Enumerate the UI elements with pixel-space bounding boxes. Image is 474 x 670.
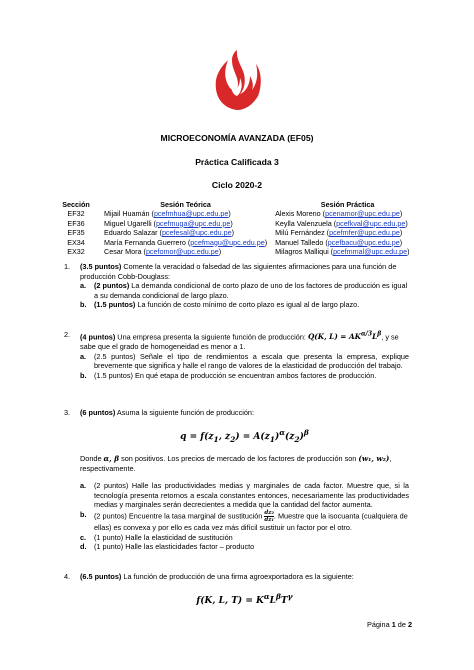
close-paren: ) (228, 209, 231, 219)
question-item (80, 300, 409, 310)
item-letter: c. (80, 532, 87, 542)
formula-part: f(K, L, T) = K (196, 595, 264, 606)
close-paren: ) (405, 218, 408, 228)
formula-part: , z (218, 431, 231, 442)
email-link[interactable]: pcefmmal@upc.edu.pe (333, 247, 408, 257)
instructor-name: Manuel Talledo ( (275, 237, 328, 247)
practice-instructor (264, 237, 420, 247)
close-paren: ) (399, 237, 403, 247)
formula-part: T (280, 595, 288, 606)
instructor-name: Alexis Moreno ( (275, 209, 326, 219)
question-2 (64, 330, 409, 380)
current-page: 1 (391, 620, 396, 629)
question-text: Una empresa presenta la siguiente función de producción: (115, 332, 308, 342)
question-item (80, 371, 409, 381)
math-symbols: (w₁, w₂) (358, 453, 390, 463)
formula-subscript: 1 (213, 434, 219, 444)
email-link[interactable]: pcefkval@upc.edu.pe (336, 218, 406, 228)
item-text: (1 punto) Halle la elasticidad de sustitución (94, 532, 233, 542)
instructor-name: Eduardo Salazar ( (104, 228, 162, 238)
formula-exponent: γ (287, 591, 293, 601)
schedule-row (60, 209, 420, 218)
question-item (80, 510, 409, 533)
question-1 (64, 262, 409, 310)
fraction-numerator: dz₂ (264, 509, 274, 516)
item-letter: b. (80, 370, 87, 380)
assessment-title: Práctica Calificada 3 (195, 157, 279, 167)
instructor-name: Keylla Valenzuela ( (275, 218, 337, 228)
paragraph-text: , respectivamente. (80, 453, 392, 473)
question-text: Comente la veracidad o falsedad de las siguientes afirmaciones para una función de producción Cobb-Douglass: (80, 262, 397, 281)
formula-exponent: α/3 (360, 331, 373, 338)
email-link[interactable]: pcenamor@upc.edu.pe (325, 209, 400, 219)
practice-instructor (267, 228, 420, 237)
schedule-header-row (60, 200, 420, 209)
close-paren: ) (399, 228, 403, 238)
formula-exponent: β (275, 591, 281, 601)
page-label: de (395, 620, 408, 629)
course-title: MICROECONOMÍA AVANZADA (EF05) (160, 133, 314, 143)
theory-instructor (92, 219, 267, 228)
formula-part: L (269, 595, 276, 606)
item-letter: d. (80, 542, 87, 552)
schedule-row (60, 247, 420, 256)
item-letter: b. (80, 509, 87, 519)
theory-instructor (92, 228, 267, 237)
question-stem (80, 572, 409, 582)
question-3 (64, 408, 409, 552)
production-formula (80, 592, 409, 607)
question-number: 2. (64, 330, 71, 339)
cycle-title: Ciclo 2020-2 (211, 180, 263, 190)
question-points: (4 puntos) (80, 332, 116, 342)
instructor-name: Miguel Ugarelli ( (104, 218, 156, 228)
formula-part: Q(K, L) = AK (307, 332, 361, 342)
question-text: Asuma la siguiente función de producción: (115, 408, 254, 417)
formula-subscript: 1 (269, 434, 275, 444)
schedule-table (60, 200, 420, 256)
question-item (80, 352, 409, 371)
item-text: (1.5 puntos) En qué etapa de producción se encuentran ambos factores de producción. (94, 370, 377, 380)
email-link[interactable]: pcefomor@upc.edu.pe (145, 247, 219, 257)
question-item (80, 542, 409, 552)
question-points: (6 puntos) (80, 408, 116, 417)
question-text: La función de producción de una firma agroexportadora es la siguiente: (121, 572, 354, 581)
close-paren: ) (399, 209, 403, 219)
page-number (367, 620, 412, 629)
item-text: La demanda condicional de corto plazo de uno de los factores de producción es igual a su demanda condicional de largo plazo. (94, 281, 408, 300)
formula-subscript: 2 (230, 434, 236, 444)
question-stem (80, 262, 409, 281)
instructor-name: María Fernanda Guerrero ( (104, 237, 191, 247)
question-number: 4. (64, 572, 71, 581)
email-link[interactable]: pcefbacu@upc.edu.pe (327, 237, 400, 247)
instructor-name: Cesar Mora ( (104, 247, 146, 257)
formula-part: (z (285, 431, 295, 442)
question-item (80, 281, 409, 300)
email-link[interactable]: pcefmhua@upc.edu.pe (153, 209, 229, 219)
question-points: (6.5 puntos) (80, 572, 122, 581)
question-item (80, 481, 409, 510)
section-code: EX34 (67, 237, 85, 247)
paragraph-text: son positivos. Los precios de mercado de los factores de producción son (119, 453, 359, 463)
practice-instructor (267, 247, 420, 256)
mrs-fraction (264, 510, 274, 523)
formula-subscript: 2 (294, 434, 300, 444)
item-text: La función de costo mínimo de corto plazo es igual al de largo plazo. (135, 300, 360, 310)
formula-part: L (372, 332, 378, 342)
close-paren: ) (231, 228, 234, 238)
question-item (80, 533, 409, 543)
section-code: EX32 (67, 247, 85, 257)
close-paren: ) (407, 247, 410, 257)
question-text: , y se sabe que el grado de homogeneidad es menor a 1. (80, 332, 399, 352)
close-paren: ) (218, 247, 222, 257)
section-code: EF35 (67, 228, 85, 238)
col-header-section: Sección (62, 200, 90, 209)
item-text: . Muestre que la isocuanta (cualquiera de ellas) es convexa y por ello es cada vez más difícil sustituir un factor por el otro. (94, 511, 408, 532)
email-link[interactable]: pcefmuga@upc.edu.pe (155, 218, 231, 228)
total-pages: 2 (407, 620, 412, 629)
item-text: (2.5 puntos) Señale el tipo de rendimientos a escala que presenta la empresa, explique brevemente que significa y halle el rango de valores de la elasticidad de producción del trabajo. (94, 351, 409, 371)
item-text: (2 puntos) Encuentre la tasa marginal de sustitución (94, 511, 265, 521)
question-number: 3. (64, 408, 71, 417)
item-letter: a. (80, 351, 87, 361)
theory-instructor (92, 247, 267, 256)
paragraph-text: Donde (80, 453, 104, 463)
item-points: (2 puntos) (94, 281, 130, 291)
instructor-name: Milagros Malliqui ( (275, 247, 334, 257)
formula-part: ) = A(z (235, 431, 270, 442)
schedule-row (60, 228, 420, 237)
item-letter: a. (80, 481, 87, 491)
schedule-row (60, 238, 420, 247)
col-header-practice: Sesión Práctica (320, 200, 375, 209)
upc-logo-icon (212, 50, 262, 112)
close-paren: ) (264, 237, 268, 247)
section-code: EF36 (67, 218, 85, 228)
question-stem (80, 330, 409, 352)
col-header-theory: Sesión Teórica (160, 200, 211, 209)
email-link[interactable]: pcefmfer@upc.edu.pe (329, 228, 400, 238)
question-4 (64, 572, 409, 616)
practice-instructor (267, 219, 420, 228)
question-paragraph (80, 454, 409, 473)
production-formula (308, 332, 381, 341)
item-letter: b. (80, 300, 87, 310)
schedule-row (60, 219, 420, 228)
formula-part: ) (274, 431, 280, 442)
math-symbols: α, β (103, 453, 120, 463)
formula-exponent: α (263, 591, 270, 601)
formula-part: q = f(z (180, 431, 214, 442)
instructor-name: Milú Fernández ( (275, 228, 330, 238)
page-label: Página (366, 620, 392, 629)
formula-exponent: β (303, 427, 309, 437)
instructor-name: Mijail Huamán ( (104, 209, 154, 219)
formula-part: ) (299, 431, 304, 442)
email-link[interactable]: pcefmagu@upc.edu.pe (190, 237, 265, 247)
section-code: EF32 (67, 209, 85, 219)
question-number: 1. (64, 262, 71, 271)
production-formula (80, 428, 409, 444)
item-letter: a. (80, 281, 87, 291)
formula-exponent: β (377, 331, 382, 338)
close-paren: ) (230, 218, 233, 228)
question-stem (80, 408, 409, 418)
item-text: (2 puntos) Halle las productividades medias y marginales de cada factor. Muestre que, si la tecnología presenta retornos a escala constantes entonces, necesariamente las productividades medias y marginales serán decrecientes a medida que la cantidad del factor aumenta. (94, 481, 409, 510)
item-text: (1 punto) Halle las elasticidades factor – producto (94, 542, 255, 552)
item-points: (1.5 puntos) (94, 300, 136, 310)
practice-instructor (267, 209, 420, 218)
theory-instructor (92, 209, 267, 218)
formula-exponent: α (279, 427, 285, 437)
theory-instructor (92, 238, 267, 247)
email-link[interactable]: pcefesal@upc.edu.pe (161, 228, 232, 238)
question-points: (3.5 puntos) (80, 262, 122, 271)
fraction-denominator: dz₁ (264, 516, 274, 523)
